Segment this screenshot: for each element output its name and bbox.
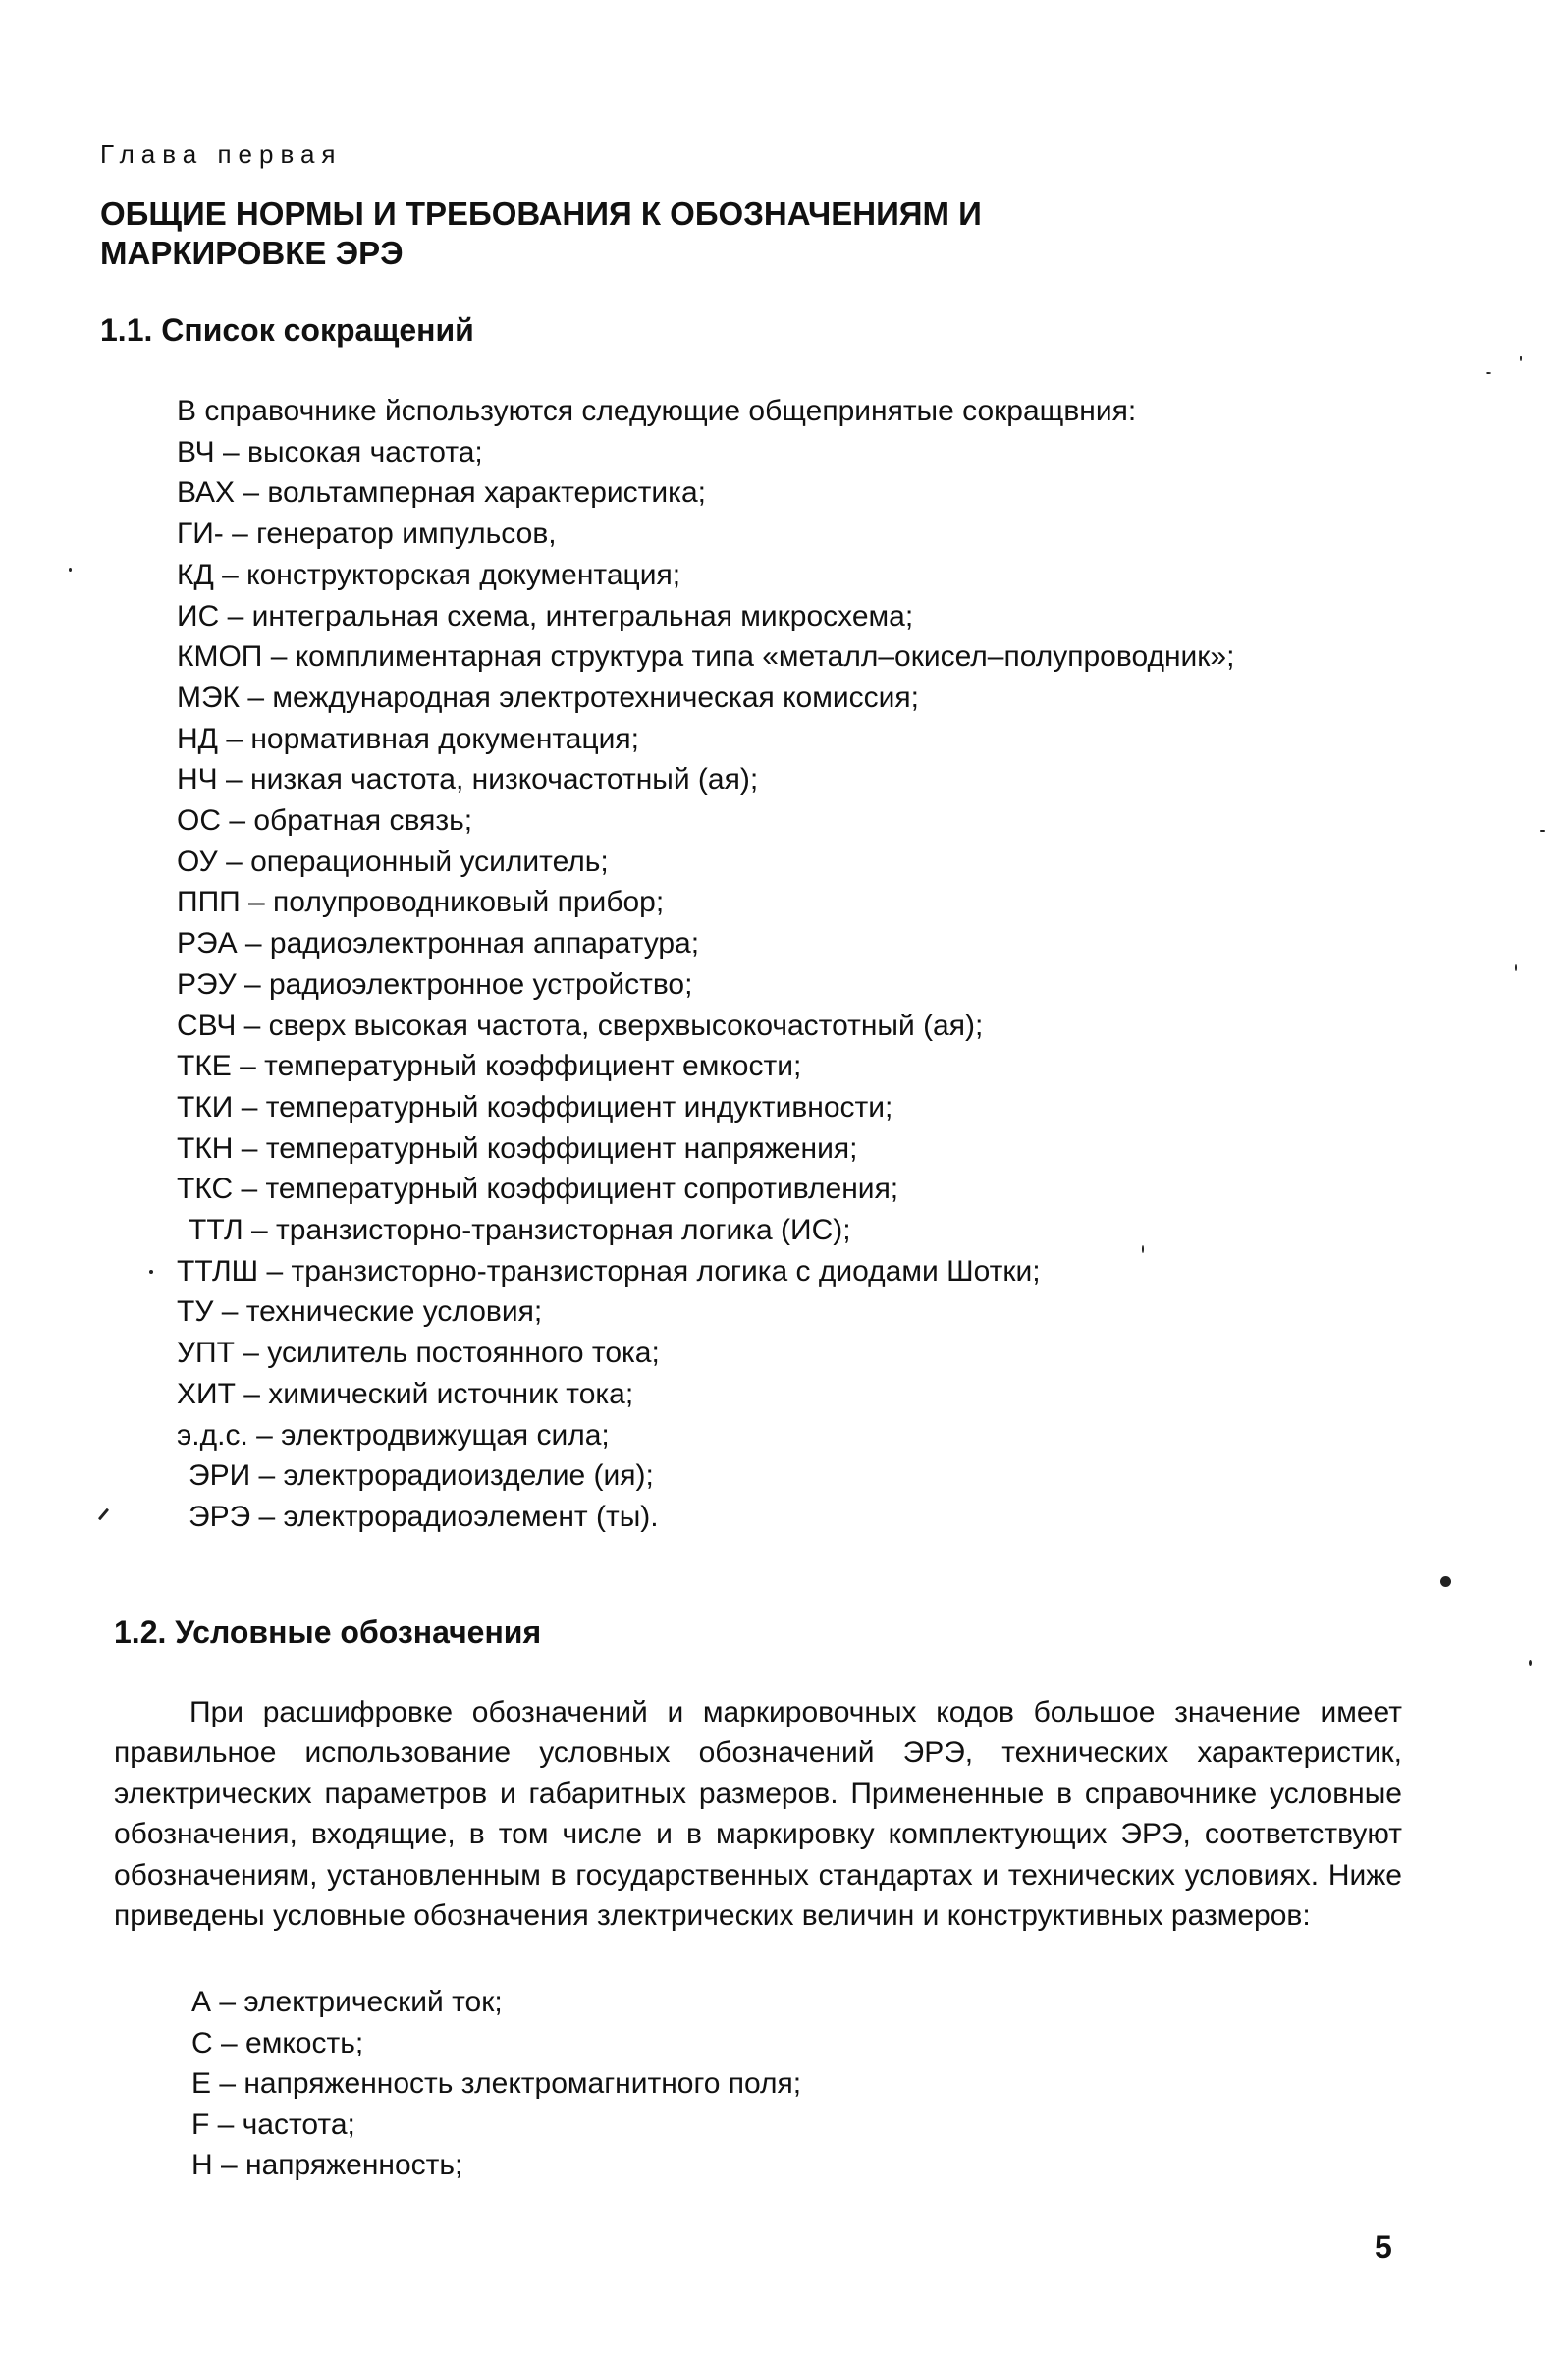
abbreviation-item: ГИ- – генератор импульсов,	[177, 518, 557, 551]
chapter-label: Глава первая	[100, 139, 343, 169]
abbreviation-item: ТУ – технические условия;	[177, 1295, 543, 1329]
abbreviation-item: ЭРЭ – электрорадиоэлемент (ты).	[189, 1500, 659, 1533]
abbreviation-item: ОУ – операционный усилитель;	[177, 845, 609, 878]
scan-speck	[1440, 1576, 1451, 1587]
abbreviation-item: МЭК – международная электротехническая комиссия;	[177, 681, 919, 714]
abbreviation-item: РЭА – радиоэлектронная аппаратура;	[177, 927, 700, 960]
abbreviation-item: ЭРИ – электрорадиоизделие (ия);	[189, 1459, 654, 1493]
abbreviation-item: РЭУ – радиоэлектронное устройство;	[177, 967, 693, 1001]
abbreviation-item: КМОП – комплиментарная структура типа «металл–окисел–полупроводник»;	[177, 640, 1235, 674]
symbol-item: Н – напряженность;	[191, 2149, 463, 2181]
scan-speck	[1142, 1245, 1144, 1253]
abbreviation-item: КД – конструкторская документация;	[177, 558, 681, 591]
chapter-title-line-1: ОБЩИЕ НОРМЫ И ТРЕБОВАНИЯ К ОБОЗНАЧЕНИЯМ И	[100, 195, 982, 232]
abbreviation-item: ТКИ – температурный коэффициент индуктивности;	[177, 1090, 893, 1124]
abbreviation-item: ППП – полупроводниковый прибор;	[177, 886, 665, 919]
abbreviation-item: ИС – интегральная схема, интегральная микросхема;	[177, 599, 914, 632]
section-heading-abbreviations: 1.1. Список сокращений	[100, 312, 474, 348]
abbreviation-item: ОС – обратная связь;	[177, 804, 473, 838]
abbreviation-item: ТКН – температурный коэффициент напряжения;	[177, 1131, 858, 1165]
scan-speck	[1515, 964, 1517, 971]
abbreviation-item: ВАХ – вольтамперная характеристика;	[177, 476, 706, 510]
chapter-title	[100, 194, 1278, 273]
abbreviation-item: ТТЛШ – транзисторно-транзисторная логика с диодами Шотки;	[177, 1254, 1041, 1288]
abbreviation-item: ХИТ – химический источник тока;	[177, 1377, 634, 1410]
symbol-item: Е – напряженность злектромагнитного поля;	[191, 2067, 802, 2100]
abbreviation-item: ТКС – температурный коэффициент сопротивления;	[177, 1173, 899, 1206]
symbols-list	[191, 1982, 801, 2186]
abbreviation-item: ТТЛ – транзисторно-транзисторная логика (ИС);	[189, 1214, 851, 1247]
symbols-paragraph: При расшифровке обозначений и маркировочных кодов большое значение имеет правильное использование условных обозначений ЭРЭ, технических характеристик, электрических параметров и габаритных размеров. Примененные в справочнике условные обозначения, входящие, в том числе и в маркировку комплектующих ЭРЭ, соответствуют обозначениям, установленным в государственных стандартах и технических условиях. Ниже приведены условные обозначения злектрических величин и конструктивных размеров:	[114, 1696, 1402, 1933]
scan-speck	[69, 568, 72, 572]
abbreviation-item: УПТ – усилитель постоянного тока;	[177, 1337, 660, 1370]
scan-speck	[149, 1270, 153, 1274]
scan-speck	[1520, 356, 1522, 361]
scan-speck	[1540, 830, 1545, 832]
abbreviations-intro: В справочнике йспользуются следующие общепринятые сокращвния:	[177, 395, 1137, 427]
scan-speck	[1529, 1660, 1532, 1666]
abbreviation-item: СВЧ – сверх высокая частота, сверхвысокочастотный (ая);	[177, 1009, 984, 1042]
symbol-item: С – емкость;	[191, 2026, 364, 2059]
abbreviation-item: НЧ – низкая частота, низкочастотный (ая);	[177, 763, 759, 796]
abbreviation-item: ВЧ – высокая частота;	[177, 435, 483, 468]
chapter-title-line-2: МАРКИРОВКЕ ЭРЭ	[100, 235, 404, 271]
abbreviation-item: ТКЕ – температурный коэффициент емкости;	[177, 1050, 802, 1083]
scan-speck	[98, 1508, 109, 1521]
abbreviations-block	[177, 391, 1453, 1538]
section-heading-symbols: 1.2. Условные обозначения	[114, 1615, 542, 1650]
symbol-item: F – частота;	[191, 2108, 355, 2141]
page-number: 5	[1375, 2229, 1392, 2265]
symbol-item: А – электрический ток;	[191, 1986, 503, 2018]
abbreviations-list	[177, 432, 1453, 1538]
abbreviation-item: э.д.с. – электродвижущая сила;	[177, 1418, 610, 1452]
abbreviation-item: НД – нормативная документация;	[177, 722, 639, 755]
scan-speck	[1486, 372, 1491, 374]
